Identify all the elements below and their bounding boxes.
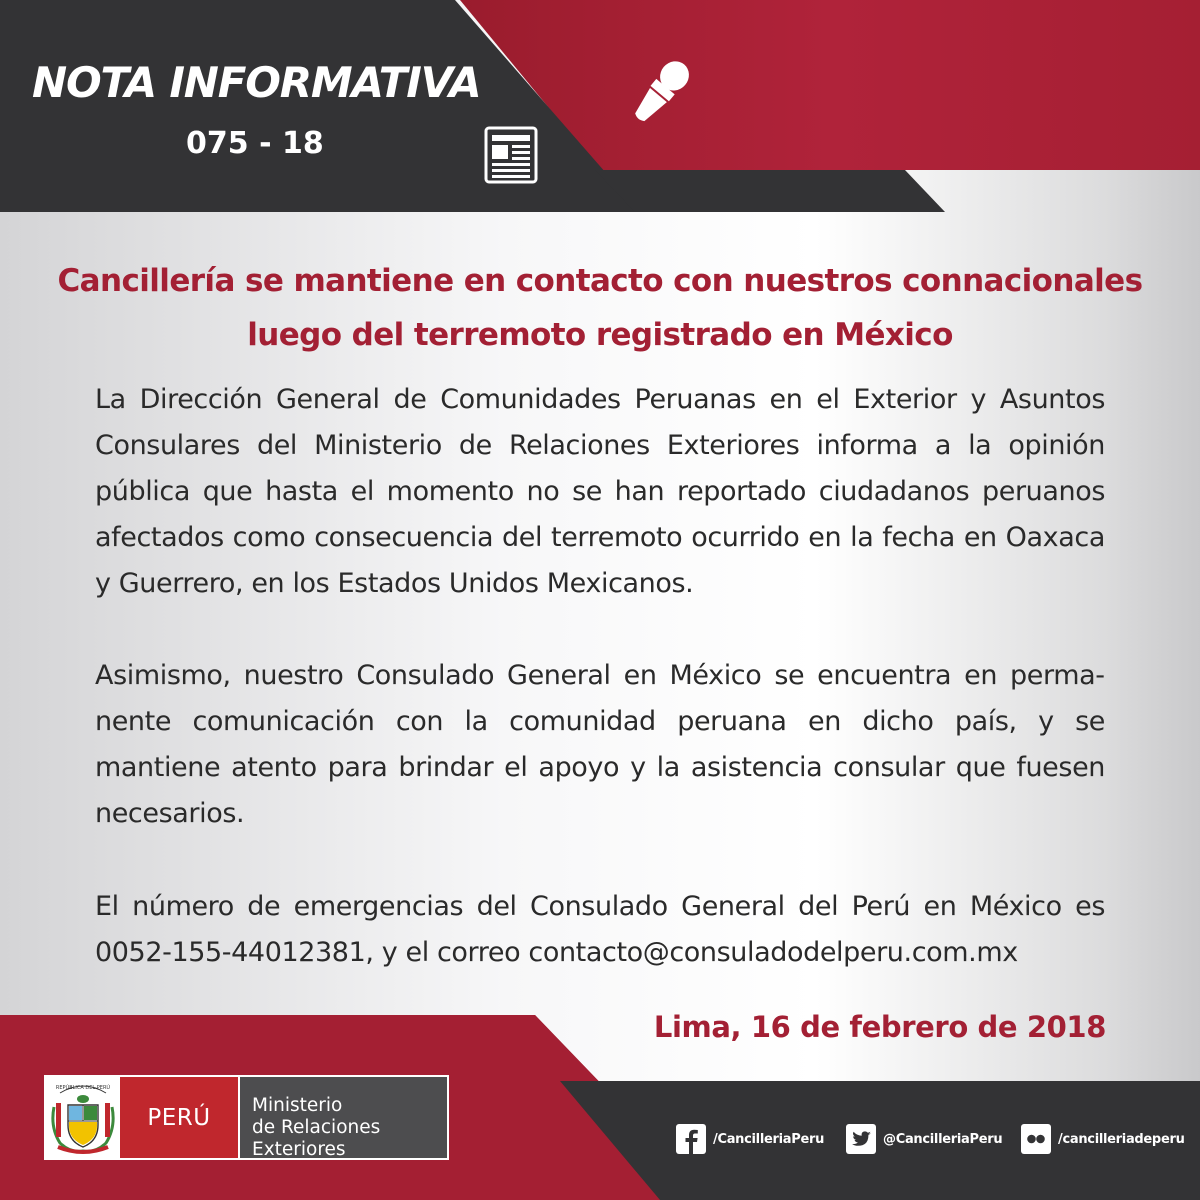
- shield-caption: REPÚBLICA DEL PERÚ: [55, 1085, 111, 1091]
- body-paragraph-2: Asimismo, nuestro Consulado General en México se encuentra en permanente comunicación con la comunidad peruana en dicho país, y se mantiene atento para brindar el apoyo y la asistencia consular que fuesen necesarios.: [95, 660, 1105, 829]
- ministry-logo: [44, 1075, 449, 1160]
- ministry-name: [238, 1077, 447, 1158]
- social-link-facebook[interactable]: [676, 1124, 824, 1154]
- header-background: [0, 0, 1200, 215]
- ministry-name-line-1: Ministerio: [252, 1095, 343, 1116]
- microphone-icon: [624, 55, 698, 129]
- ministry-name-line-2: de Relaciones Exteriores: [252, 1117, 381, 1160]
- date-line: Lima, 16 de febrero de 2018: [653, 1010, 1106, 1044]
- header-banner: [0, 0, 1200, 215]
- twitter-icon: [846, 1124, 876, 1154]
- peru-label: PERÚ: [120, 1077, 238, 1158]
- body-paragraph-3: El número de emergencias del Consulado General del Perú en México es 0052-155-44012381, y el correo contacto@consuladodelperu.com.mx: [95, 891, 1105, 968]
- headline: [30, 254, 1170, 362]
- twitter-handle: @CancilleriaPeru: [883, 1131, 1003, 1147]
- social-link-flickr[interactable]: [1021, 1124, 1185, 1154]
- flickr-icon: [1021, 1124, 1051, 1154]
- newspaper-icon: [483, 125, 539, 185]
- coat-of-arms-icon: [46, 1077, 120, 1158]
- coat-of-arms: [46, 1077, 120, 1158]
- document-type-title: NOTA INFORMATIVA: [32, 58, 481, 107]
- headline-line-1: Cancillería se mantiene en contacto con nuestros connacionales: [57, 263, 1143, 299]
- facebook-icon: [676, 1124, 706, 1154]
- facebook-handle: /CancilleriaPeru: [713, 1131, 825, 1147]
- body-paragraph-1: La Dirección General de Comunidades Peruanas en el Exterior y Asuntos Consulares del Ministerio de Relaciones Exteriores informa a la opinión pública que hasta el momento no se han reportado ciudadanos peruanos afectados como consecuencia del terremoto ocurrido en la fecha en Oaxaca y Guerrero, en los Estados Unidos Mexicanos.: [95, 384, 1105, 599]
- headline-line-2: luego del terremoto registrado en México: [247, 317, 953, 353]
- social-link-twitter[interactable]: [846, 1124, 1002, 1154]
- document-number: 075 - 18: [186, 126, 324, 161]
- flickr-handle: /cancilleriadeperu: [1058, 1131, 1185, 1147]
